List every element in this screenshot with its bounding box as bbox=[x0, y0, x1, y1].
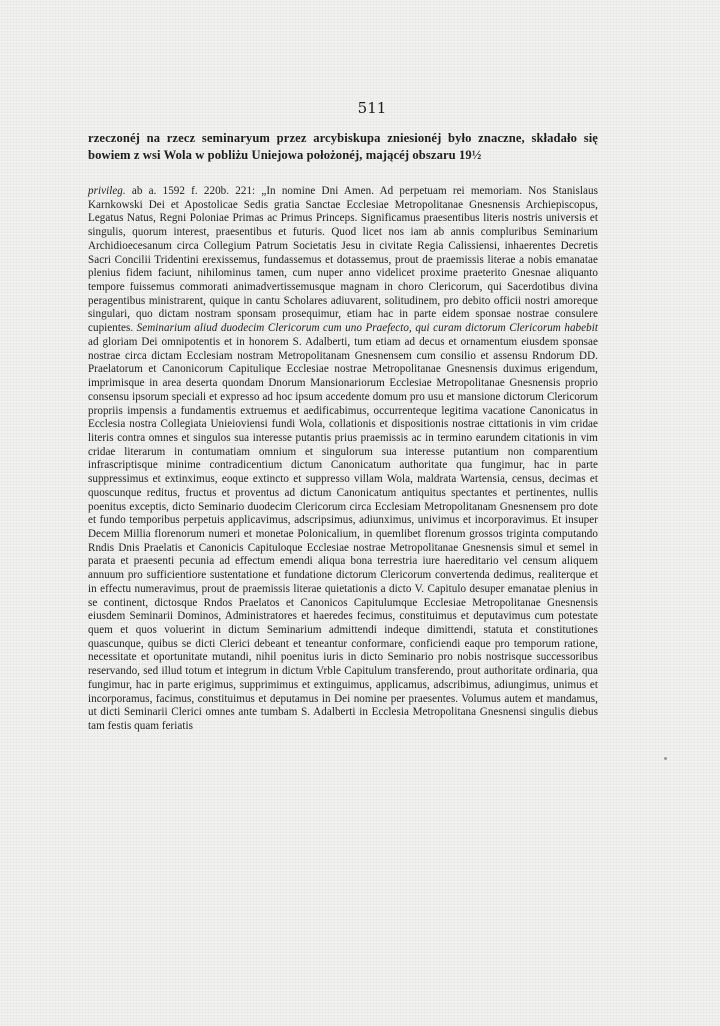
footnote-italic-phrase: Seminarium aliud duodecim Clericorum cum uno Praefecto, qui curam dictorum Clericorum habebit bbox=[136, 322, 598, 335]
footnote-lead: privileg. bbox=[88, 185, 126, 197]
footnote-text-part2: ad gloriam Dei omnipotentis et in honorem S. Adalberti, tum etiam ad decus et ornamentum eiusdem sponsae nostrae circa dictam Ecclesiam nostram Metropolitanam Gnesnensem cum consilio et assensu Rndorum DD. Praelatorum et Canonicorum Capitulique Ecclesiae nostrae Metropolitanae Gnesnensis duximus erigendum, imprimisque in area deserta quondam Dnorum Mansionariorum Ecclesiae Metropolitanae Gnesnensis proprio consensu ipsorum speciali et expresso ad hoc ipsum accedente domum pro usu et mansione dictorum Clericorum propriis impensis a fundamentis extruemus et aedificabimus, occurrenteque legitima vacatione Canonicatus in Ecclesia nostra Collegiata Unieioviensi fundi Wola, collationis et dispositionis nostrae cittationis in vim cridae literis contra omnes et singulos sua interesse putantis prius praemissis ac in termino earundem citationis in vim cridae literarum in contumatiam omnium et singulorum sua interesse putantium non comparentium infrascriptisque minime contradicentium dictum Canonicatum authoritate qua fungimur, hac in parte suppressimus et extinximus, eoque extincto et suppresso villam Wola, maldrata Wartensia, census, decimas et quoscunque reditus, fructus et proventus ad dictum Canonicatum antiquitus spectantes et pertinentes, nullis poenitus exceptis, dicto Seminario duodecim Clericorum circa Ecclesiam Metropolitanam Gnesnensem pro dote et fundo temporibus perpetuis applicavimus, adscripsimus, adiunximus, univimus et incorporavimus. Et insuper Decem Millia florenorum numeri et monetae Polonicalium, in quemlibet florenum grossos triginta computando Rndis Dnis Praelatis et Canonicis Capituloque Ecclesiae nostrae Metropolitanae Gnesnensis simul et semel in parata et praesenti pecunia ad effectum emendi aliqua bona terrestria iure haereditario vel censum aliquem annuum pro sufficientiore sustentatione et fundatione dictorum Clericorum convertenda dedimus, realiterque et in effectu numeravimus, prout de praemissis literae quietationis a dicto V. Capitulo desuper emanatae plenius in se continent, dictosque Rndos Praelatos et Canonicos Capitulumque Ecclesiae Metropolitanae Gnesnensis eiusdem Seminarii Dominos, Administratores et haeredes fecimus, constituimus et deputavimus cum potestate quem et quos voluerint in dictum Seminarium admittendi indeque dimittendi, statuta et constitutiones quascunque, quibus se dicti Clerici debeant et teneantur conformare, conficiendi eaque pro temporum ratione, necessitate et oportunitate mutandi, nihil poenitus iuris in dicto Seminario pro nobis nostrisque successoribus reservando, sed illud totum et integrum in dictum Vrble Capitulum transferendo, prout authoritate ordinaria, qua fungimur, hac in parte erigimus, supprimimus et extinguimus, applicamus, adscribimus, adiungimus, unimus et incorporamus, facimus, constituimus et deputamus in Dei nomine per praesentes. Volumus autem et mandamus, ut dicti Seminarii Clerici omnes ante tumbam S. Adalberti in Ecclesia Metropolitana Gnesnensi singulis diebus tam festis quam feriatis bbox=[88, 335, 598, 733]
page-number: 511 bbox=[357, 99, 387, 117]
footnote-text-part1: ab a. 1592 f. 220b. 221: „In nomine Dni Amen. Ad perpetuam rei memoriam. Nos Stanislaus Karnkowski Dei et Apostolicae Sedis gratia Sanctae Ecclesiae Metropolitanae Gnesnensis Archiepiscopus, Legatus Natus, Regni Poloniae Primas ac Primus Princeps. Significamus praesentibus literis nostris universis et singulis, quorum interest, praesentibus et futuris. Quod licet nos iam ab annis compluribus Seminarium Archidioecesanum circa Collegium Patrum Societatis Jesu in civitate Regia Calissiensi, inhaerentes Decretis Sacri Concilii Tridentini erexissemus, fundassemus et dotassemus, prout de praemissis literae a nobis emanatae plenius fidem faciunt, nihilominus tamen, cum nuper anno videlicet proxime praeterito Gnesnae aliquanto tempore fuissemus commorati animadvertissemusque magnam in choro Clericorum, qui Sacerdotibus divina peragentibus ministrarent, quique in cantu Scholares adiuvarent, solitudinem, pro debito officii nostri amoreque singulari, quo dictam nostram sponsam prosequimur, etiam hac in parte eidem sponsae nostrae consulere cupientes. bbox=[88, 185, 598, 335]
main-paragraph: rzeczonéj na rzecz seminaryum przez arcybiskupa zniesionéj było znaczne, składało się bowiem z wsi Wola w pobliżu Uniejowa położonéj, mającéj obszaru 19½ bbox=[88, 131, 598, 162]
footnote-paragraph bbox=[88, 185, 598, 734]
scan-speck bbox=[664, 757, 667, 760]
